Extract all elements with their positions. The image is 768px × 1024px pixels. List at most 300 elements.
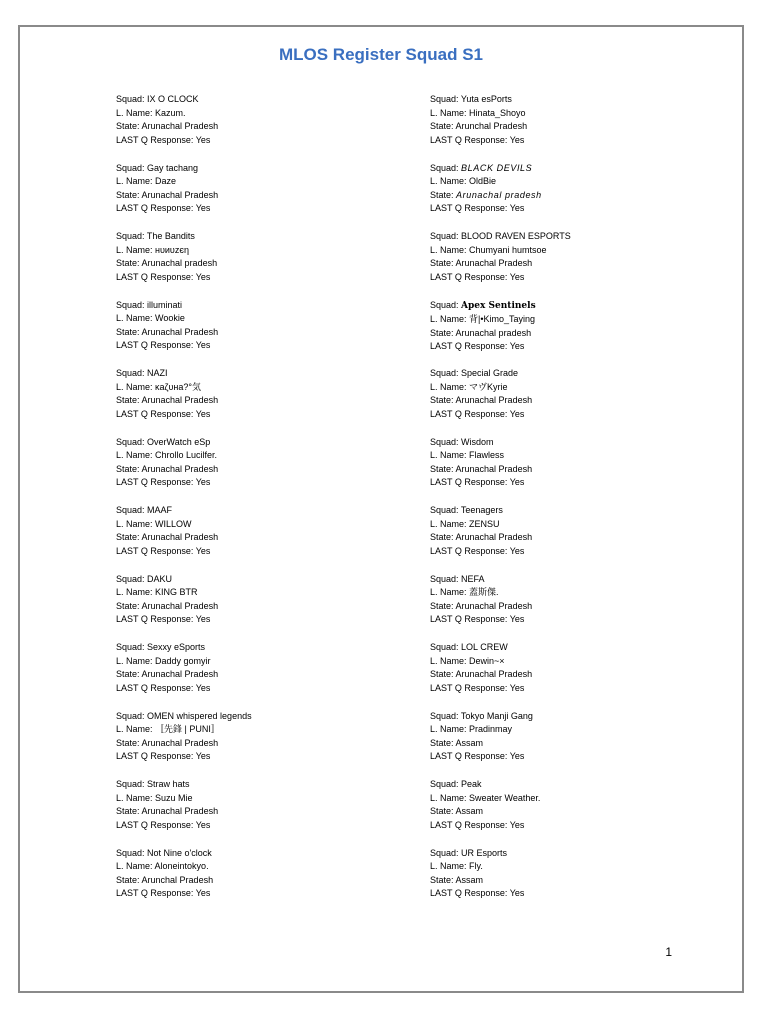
squad-line-value: Tokyo Manji Gang	[460, 710, 533, 721]
leader-line	[430, 107, 710, 121]
squad-line	[116, 436, 396, 450]
squad-entry	[430, 710, 710, 779]
state-line	[430, 327, 710, 341]
response-line-value: Yes	[195, 751, 211, 762]
squad-line	[430, 162, 710, 176]
leader-line-label: L. Name:	[116, 381, 156, 392]
response-line	[430, 134, 710, 148]
squad-line	[116, 847, 396, 861]
response-line-value: Yes	[195, 819, 211, 830]
leader-line-label: L. Name:	[430, 655, 470, 666]
response-line	[430, 476, 710, 490]
leader-line-value: Wookie	[155, 313, 185, 324]
squad-line	[116, 299, 396, 313]
leader-line-value: Suzu Mie	[155, 792, 193, 803]
state-line-value: Arunachal Pradesh	[141, 669, 219, 680]
squad-line-value: OMEN whispered legends	[147, 710, 252, 721]
squad-line-value: IX O CLOCK	[147, 94, 199, 104]
leader-line-value: Daze	[155, 176, 177, 187]
leader-line	[116, 518, 396, 532]
state-line-value: Arunachal Pradesh	[455, 463, 533, 474]
response-line-label: LAST Q Response:	[430, 134, 510, 145]
squad-line-label: Squad:	[430, 94, 461, 104]
response-line	[430, 271, 710, 285]
response-line-value: Yes	[195, 134, 211, 145]
squad-line	[430, 299, 710, 314]
state-line	[116, 326, 396, 340]
leader-line-label: L. Name:	[430, 381, 470, 392]
leader-line-label: L. Name:	[430, 176, 470, 187]
response-line	[430, 408, 710, 422]
state-line-value: Arunachal pradesh	[456, 189, 542, 200]
leader-line	[116, 449, 396, 463]
leader-line-value: 背|•Kimo_Taying	[469, 314, 536, 325]
leader-line-value: Aloneintokyo.	[154, 861, 209, 872]
leader-line-label: L. Name:	[116, 313, 156, 324]
squad-line-value: BLOOD RAVEN ESPORTS	[461, 231, 571, 241]
squad-line	[116, 93, 396, 107]
leader-line-label: L. Name:	[430, 792, 470, 803]
leader-line-label: L. Name:	[116, 861, 155, 872]
leader-line	[430, 792, 710, 806]
state-line-value: Arunachal Pradesh	[141, 806, 219, 817]
leader-line	[430, 860, 710, 874]
response-line-value: Yes	[195, 340, 211, 351]
state-line	[430, 463, 710, 477]
state-line-label: State:	[116, 395, 142, 406]
response-line-label: LAST Q Response:	[430, 408, 510, 419]
state-line-value: Arunachal Pradesh	[141, 532, 219, 543]
squad-line	[116, 230, 396, 244]
response-line-value: Yes	[509, 751, 525, 762]
response-line	[430, 750, 710, 764]
response-line-value: Yes	[195, 203, 211, 214]
response-line-label: LAST Q Response:	[116, 271, 196, 282]
squad-entry	[430, 299, 710, 368]
state-line-label: State:	[116, 600, 142, 611]
squad-line	[116, 710, 396, 724]
state-line-label: State:	[116, 806, 142, 817]
response-line-label: LAST Q Response:	[116, 203, 196, 214]
response-line-label: LAST Q Response:	[116, 545, 196, 556]
leader-line	[116, 723, 396, 737]
leader-line	[430, 244, 710, 258]
leader-line	[116, 860, 396, 874]
squad-entry	[116, 162, 396, 231]
squad-line	[430, 847, 710, 861]
response-line-value: Yes	[195, 888, 211, 899]
response-line-label: LAST Q Response:	[430, 888, 510, 899]
squad-line-value: Special Grade	[461, 368, 519, 378]
state-line-value: Arunachal Pradesh	[141, 395, 219, 406]
leader-line-value: Chumyani humtsoe	[469, 244, 547, 255]
squad-line-value: Apex Sentinels	[461, 300, 536, 311]
squad-line	[116, 778, 396, 792]
squad-entry	[116, 710, 396, 779]
state-line-value: Assam	[455, 874, 484, 885]
state-line	[430, 668, 710, 682]
state-line-label: State:	[430, 189, 457, 200]
leader-line	[430, 449, 710, 463]
state-line-label: State:	[116, 121, 142, 132]
squad-entry	[430, 504, 710, 573]
squad-entry	[116, 573, 396, 642]
leader-line-value: 〚先鋒 | PUNI〛	[155, 724, 220, 735]
response-line	[116, 476, 396, 490]
leader-line-label: L. Name:	[116, 655, 156, 666]
leader-line	[430, 175, 710, 189]
state-line-value: Arunachal Pradesh	[455, 258, 533, 269]
response-line-label: LAST Q Response:	[430, 477, 510, 488]
squad-line	[430, 436, 710, 450]
response-line-value: Yes	[509, 203, 525, 214]
response-line	[430, 682, 710, 696]
right-column	[430, 93, 710, 915]
squad-entry	[430, 847, 710, 916]
response-line-label: LAST Q Response:	[116, 408, 196, 419]
state-line	[430, 394, 710, 408]
response-line-value: Yes	[195, 682, 211, 693]
leader-line-label: L. Name:	[116, 244, 156, 255]
state-line	[116, 394, 396, 408]
state-line	[430, 805, 710, 819]
squad-line-label: Squad:	[116, 162, 148, 173]
leader-line	[116, 381, 396, 395]
squad-entry	[116, 436, 396, 505]
response-line-label: LAST Q Response:	[430, 819, 510, 830]
squad-line-value: Straw hats	[147, 779, 190, 789]
squad-entry	[116, 230, 396, 299]
state-line-label: State:	[430, 532, 456, 543]
state-line-label: State:	[430, 669, 456, 680]
leader-line-label: L. Name:	[430, 724, 470, 735]
response-line-label: LAST Q Response:	[430, 751, 510, 762]
leader-line-value: Chrollo Lucilfer.	[155, 450, 218, 461]
leader-line	[116, 175, 396, 189]
squad-line-label: Squad:	[116, 505, 148, 515]
response-line	[116, 750, 396, 764]
state-line	[430, 120, 710, 134]
state-line-value: Assam	[455, 737, 484, 748]
state-line-label: State:	[116, 669, 142, 680]
response-line	[430, 545, 710, 559]
state-line	[430, 257, 710, 271]
state-line-value: Arunachal Pradesh	[141, 189, 219, 200]
leader-line-label: L. Name:	[116, 792, 156, 803]
leader-line-label: L. Name:	[430, 518, 470, 529]
response-line-label: LAST Q Response:	[430, 341, 510, 352]
state-line-value: Arunachal Pradesh	[141, 600, 219, 611]
squad-entry	[116, 299, 396, 368]
state-line-value: Arunachal Pradesh	[141, 737, 219, 748]
state-line-value: Arunachal Pradesh	[455, 669, 533, 680]
squad-line	[430, 641, 710, 655]
response-line	[116, 271, 396, 285]
squad-line-label: Squad:	[430, 505, 461, 515]
response-line-label: LAST Q Response:	[430, 271, 510, 282]
state-line	[116, 189, 396, 203]
response-line-value: Yes	[509, 888, 525, 899]
state-line	[116, 737, 396, 751]
squad-line-value: NEFA	[461, 573, 485, 584]
squad-line-value: OverWatch eSp	[147, 436, 211, 447]
squad-line-value: illuminati	[147, 299, 183, 310]
squad-line-value: Sexxy eSports	[147, 642, 206, 652]
squad-line	[116, 504, 396, 518]
squad-line	[116, 367, 396, 381]
state-line-label: State:	[430, 395, 456, 406]
leader-line-value: Flawless	[469, 450, 505, 461]
leader-line-value: Fly.	[469, 861, 483, 872]
leader-line-value: Hinata_Shoyo	[469, 107, 526, 118]
leader-line-label: L. Name:	[430, 107, 470, 118]
state-line	[430, 189, 710, 203]
squad-line	[430, 573, 710, 587]
squad-line	[116, 162, 396, 176]
leader-line	[116, 655, 396, 669]
response-line-value: Yes	[509, 408, 525, 419]
squad-entry	[116, 641, 396, 710]
leader-line-label: L. Name:	[430, 587, 470, 598]
response-line-label: LAST Q Response:	[430, 614, 510, 625]
response-line	[430, 340, 710, 354]
squad-line	[430, 778, 710, 792]
response-line-value: Yes	[195, 408, 211, 419]
state-line-label: State:	[430, 463, 456, 474]
leader-line	[116, 107, 396, 121]
state-line-label: State:	[116, 463, 142, 474]
squad-entry	[430, 436, 710, 505]
squad-line-value: Yuta esPorts	[460, 94, 512, 104]
leader-line-label: L. Name:	[116, 724, 156, 735]
leader-line-value: Daddy gomyir	[155, 655, 211, 666]
leader-line-label: L. Name:	[116, 518, 156, 529]
squad-line-value: LOL CREW	[461, 642, 508, 652]
squad-line-value: UR Esports	[461, 847, 508, 858]
state-line-value: Arunchal Pradesh	[141, 874, 214, 885]
squad-line-value: MAAF	[147, 505, 173, 515]
squad-line-value: DAKU	[147, 573, 173, 584]
response-line-value: Yes	[195, 545, 211, 556]
state-line	[116, 257, 396, 271]
squad-line-value: Not Nine o'clock	[147, 847, 212, 858]
squad-entry	[430, 230, 710, 299]
leader-line-label: L. Name:	[430, 450, 470, 461]
squad-line-value: Peak	[461, 779, 482, 789]
squad-line	[430, 93, 710, 107]
squad-line	[116, 641, 396, 655]
squad-entry	[116, 504, 396, 573]
squad-line	[430, 710, 710, 724]
squad-line-label: Squad:	[430, 847, 462, 858]
leader-line-value: 蓋斯傑.	[469, 587, 499, 598]
state-line-label: State:	[430, 327, 456, 338]
state-line-label: State:	[116, 874, 142, 885]
state-line	[116, 668, 396, 682]
squad-line-label: Squad:	[430, 779, 462, 789]
leader-line-label: L. Name:	[116, 450, 156, 461]
leader-line-value: KING BTR	[155, 587, 198, 598]
squad-entry	[430, 641, 710, 710]
squad-line-label: Squad:	[116, 847, 148, 858]
state-line	[116, 120, 396, 134]
state-line-value: Arunachal Pradesh	[141, 121, 219, 132]
state-line-label: State:	[116, 189, 142, 200]
state-line	[116, 531, 396, 545]
state-line-value: Arunachal pradesh	[455, 327, 532, 338]
response-line	[116, 819, 396, 833]
response-line-value: Yes	[509, 819, 525, 830]
squad-line	[116, 573, 396, 587]
state-line-label: State:	[430, 806, 456, 817]
leader-line-label: L. Name:	[430, 314, 470, 325]
leader-line-label: L. Name:	[430, 244, 470, 255]
state-line-value: Arunachal Pradesh	[141, 463, 219, 474]
response-line	[430, 613, 710, 627]
state-line-label: State:	[116, 532, 142, 543]
state-line-value: Arunchal Pradesh	[455, 121, 528, 132]
state-line-label: State:	[430, 121, 456, 132]
page-number: 1	[665, 945, 672, 959]
state-line-label: State:	[430, 258, 456, 269]
response-line	[116, 545, 396, 559]
leader-line-value: Dewin~×	[469, 655, 505, 666]
state-line-label: State:	[430, 737, 456, 748]
response-line	[116, 202, 396, 216]
left-column	[116, 93, 396, 915]
leader-line	[430, 723, 710, 737]
squad-line-label: Squad:	[430, 231, 462, 241]
response-line-label: LAST Q Response:	[116, 477, 196, 488]
squad-line-value: Gay tachang	[147, 162, 199, 173]
state-line-label: State:	[116, 258, 142, 269]
response-line-label: LAST Q Response:	[116, 682, 196, 693]
response-line-value: Yes	[509, 134, 525, 145]
response-line-value: Yes	[195, 271, 211, 282]
squad-line-label: Squad:	[116, 436, 148, 447]
leader-line	[430, 655, 710, 669]
leader-line	[116, 792, 396, 806]
response-line-label: LAST Q Response:	[116, 134, 196, 145]
leader-line-value: нυиυzєη	[155, 244, 189, 255]
squad-line	[430, 504, 710, 518]
squad-entry	[430, 778, 710, 847]
leader-line	[430, 518, 710, 532]
squad-line-value: Teenagers	[460, 505, 503, 515]
leader-line-label: L. Name:	[430, 861, 470, 872]
response-line	[116, 408, 396, 422]
response-line	[116, 339, 396, 353]
squad-line-label: Squad:	[116, 573, 148, 584]
squad-entry	[430, 367, 710, 436]
response-line-value: Yes	[509, 271, 525, 282]
response-line-value: Yes	[509, 682, 525, 693]
leader-line-label: L. Name:	[116, 176, 156, 187]
squad-entry	[430, 573, 710, 642]
page-title: MLOS Register Squad S1	[278, 45, 484, 64]
response-line-label: LAST Q Response:	[116, 751, 196, 762]
response-line	[116, 682, 396, 696]
response-line-label: LAST Q Response:	[430, 203, 510, 214]
leader-line	[116, 586, 396, 600]
response-line-label: LAST Q Response:	[116, 888, 196, 899]
state-line-label: State:	[116, 326, 142, 337]
squad-line-label: Squad:	[116, 710, 148, 721]
squad-line	[430, 367, 710, 381]
response-line-value: Yes	[509, 477, 525, 488]
response-line-label: LAST Q Response:	[116, 614, 196, 625]
squad-entry	[116, 778, 396, 847]
state-line	[116, 600, 396, 614]
state-line-value: Arunachal pradesh	[141, 258, 218, 269]
leader-line-value: マヴKyrie	[469, 381, 508, 392]
leader-line-value: Pradinmay	[469, 724, 513, 735]
response-line	[430, 819, 710, 833]
squad-line-label: Squad:	[116, 299, 148, 310]
response-line	[116, 887, 396, 901]
leader-line-value: OldBie	[469, 176, 497, 187]
squad-line-label: Squad:	[116, 779, 148, 789]
response-line-value: Yes	[195, 614, 211, 625]
leader-line-value: WILLOW	[155, 518, 192, 529]
squad-line-label: Squad:	[116, 642, 148, 652]
state-line-label: State:	[430, 600, 456, 611]
leader-line-label: L. Name:	[116, 107, 156, 118]
squad-line-label: Squad:	[430, 436, 462, 447]
squad-line-value: BLACK DEVILS	[461, 162, 533, 173]
response-line-value: Yes	[195, 477, 211, 488]
state-line-value: Arunachal Pradesh	[455, 532, 533, 543]
response-line-value: Yes	[509, 341, 525, 352]
response-line-value: Yes	[509, 614, 525, 625]
leader-line-value: κaζυнa?°気	[155, 381, 201, 392]
response-line-label: LAST Q Response:	[116, 340, 196, 351]
response-line	[116, 134, 396, 148]
squad-line-label: Squad:	[116, 94, 148, 104]
squad-entry	[116, 93, 396, 162]
squad-line-label: Squad:	[430, 642, 462, 652]
response-line-label: LAST Q Response:	[116, 819, 196, 830]
state-line	[430, 874, 710, 888]
leader-line	[430, 586, 710, 600]
state-line	[116, 805, 396, 819]
response-line-value: Yes	[509, 545, 525, 556]
state-line-value: Arunachal Pradesh	[455, 600, 533, 611]
squad-entry	[430, 162, 710, 231]
leader-line	[430, 381, 710, 395]
leader-line-value: Kazum.	[155, 107, 186, 118]
state-line-label: State:	[430, 874, 456, 885]
squad-line-value: NAZI	[147, 368, 168, 378]
squad-line-label: Squad:	[116, 368, 148, 378]
squad-line-label: Squad:	[430, 162, 462, 173]
state-line-label: State:	[116, 737, 142, 748]
squad-line-label: Squad:	[430, 710, 461, 721]
leader-line-label: L. Name:	[116, 587, 156, 598]
squad-entry	[116, 847, 396, 916]
response-line-label: LAST Q Response:	[430, 682, 510, 693]
squad-line-label: Squad:	[430, 299, 462, 310]
response-line-label: LAST Q Response:	[430, 545, 510, 556]
state-line	[430, 737, 710, 751]
leader-line	[116, 312, 396, 326]
squad-line-label: Squad:	[116, 231, 147, 241]
response-line	[430, 887, 710, 901]
response-line	[116, 613, 396, 627]
squad-line	[430, 230, 710, 244]
state-line	[430, 600, 710, 614]
state-line	[430, 531, 710, 545]
